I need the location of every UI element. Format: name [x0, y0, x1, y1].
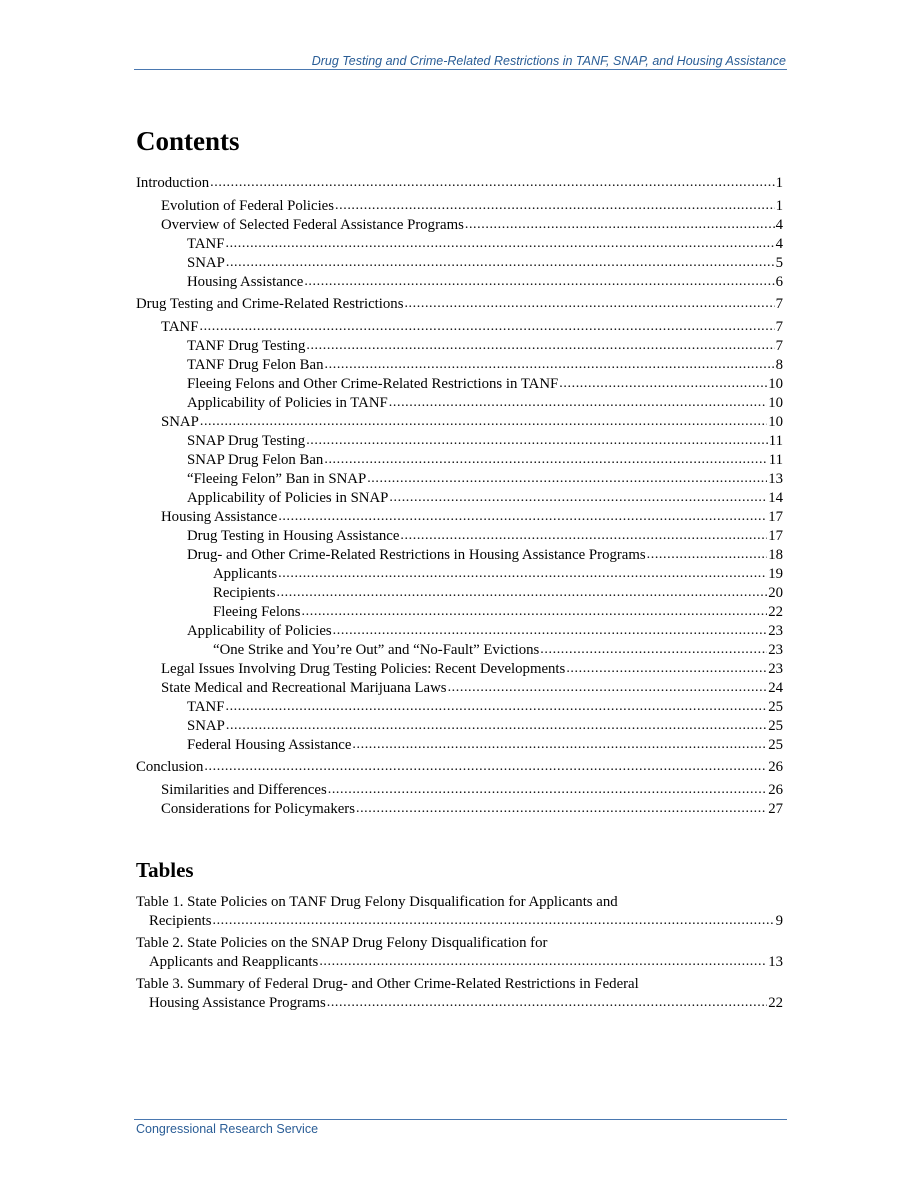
- toc-entry[interactable]: [136, 546, 783, 565]
- toc-entry[interactable]: [136, 295, 783, 314]
- toc-entry-title: Evolution of Federal Policies: [161, 197, 335, 214]
- table-caption-line1: Table 1. State Policies on TANF Drug Felony Disqualification for Applicants and: [136, 894, 618, 910]
- toc-entry-title: Legal Issues Involving Drug Testing Policies: Recent Developments: [161, 660, 566, 677]
- toc-entry-title: Conclusion: [136, 759, 204, 775]
- footer-text: Congressional Research Service: [136, 1122, 319, 1136]
- toc-entry-title: Drug Testing and Crime-Related Restrictions: [136, 296, 404, 312]
- toc-entry[interactable]: [136, 758, 783, 777]
- dot-leader: [225, 697, 767, 716]
- toc-entry-title: “One Strike and You’re Out” and “No-Fault” Evictions: [213, 641, 540, 658]
- toc-entry-title: TANF: [187, 698, 225, 715]
- toc-entry-page: 25: [768, 717, 783, 734]
- toc-entry-page: 17: [768, 508, 783, 525]
- toc-entry-page: 19: [768, 565, 783, 582]
- toc-entry-title: Drug Testing in Housing Assistance: [187, 527, 400, 544]
- toc-entry[interactable]: [136, 235, 783, 254]
- toc-entry-title: Introduction: [136, 175, 210, 191]
- toc-entry-page: 13: [768, 470, 783, 487]
- toc-entry-page: 6: [775, 273, 783, 290]
- dot-leader: [559, 374, 767, 393]
- dot-leader: [278, 507, 767, 526]
- toc-entry[interactable]: [136, 174, 783, 193]
- toc-entry-title: “Fleeing Felon” Ban in SNAP: [187, 470, 367, 487]
- dot-leader: [306, 336, 774, 355]
- toc-entry[interactable]: [136, 508, 783, 527]
- toc-entry-page: 10: [768, 394, 783, 411]
- list-of-tables: [136, 893, 783, 1016]
- dot-leader: [566, 659, 767, 678]
- toc-entry-page: 7: [775, 296, 783, 312]
- toc-entry-page: 5: [775, 254, 783, 271]
- table-caption-line2: [136, 912, 783, 931]
- dot-leader: [212, 911, 774, 930]
- table-page: 13: [768, 954, 783, 970]
- dot-leader: [225, 234, 774, 253]
- toc-entry[interactable]: [136, 736, 783, 755]
- toc-entry[interactable]: [136, 781, 783, 800]
- toc-entry-page: 10: [768, 413, 783, 430]
- toc-entry-title: Similarities and Differences: [161, 781, 327, 798]
- table-of-contents: [136, 174, 783, 819]
- toc-entry-title: Fleeing Felons and Other Crime-Related Restrictions in TANF: [187, 375, 559, 392]
- toc-entry-page: 1: [775, 175, 783, 191]
- toc-entry[interactable]: [136, 432, 783, 451]
- toc-entry-title: TANF: [161, 318, 199, 335]
- toc-entry[interactable]: [136, 584, 783, 603]
- table-list-item[interactable]: [136, 975, 783, 1013]
- toc-entry-title: Considerations for Policymakers: [161, 800, 355, 817]
- toc-entry-page: 24: [768, 679, 783, 696]
- dot-leader: [335, 196, 775, 215]
- toc-entry[interactable]: [136, 375, 783, 394]
- dot-leader: [404, 294, 774, 313]
- dot-leader: [304, 272, 774, 291]
- toc-entry-page: 7: [775, 318, 783, 335]
- dot-leader: [465, 215, 775, 234]
- toc-entry-title: SNAP: [187, 717, 225, 734]
- toc-entry[interactable]: [136, 254, 783, 273]
- footer-rule: [134, 1119, 787, 1120]
- header-rule: [134, 69, 787, 70]
- toc-entry[interactable]: [136, 622, 783, 641]
- dot-leader: [328, 780, 767, 799]
- toc-entry-page: 23: [768, 660, 783, 677]
- toc-entry[interactable]: [136, 717, 783, 736]
- toc-entry-page: 8: [775, 356, 783, 373]
- dot-leader: [389, 393, 767, 412]
- dot-leader: [389, 488, 767, 507]
- toc-entry[interactable]: [136, 698, 783, 717]
- toc-entry[interactable]: [136, 489, 783, 508]
- table-caption-continuation: Housing Assistance Programs: [149, 995, 326, 1011]
- table-caption-continuation: Applicants and Reapplicants: [149, 954, 319, 970]
- toc-entry-page: 20: [768, 584, 783, 601]
- dot-leader: [199, 317, 774, 336]
- toc-entry-title: TANF Drug Testing: [187, 337, 306, 354]
- dot-leader: [226, 716, 767, 735]
- toc-entry-title: Fleeing Felons: [213, 603, 301, 620]
- toc-entry-page: 25: [768, 736, 783, 753]
- dot-leader: [278, 564, 767, 583]
- dot-leader: [210, 173, 774, 192]
- toc-entry[interactable]: [136, 660, 783, 679]
- toc-entry-page: 1: [775, 197, 783, 214]
- toc-entry[interactable]: [136, 216, 783, 235]
- dot-leader: [324, 450, 767, 469]
- dot-leader: [327, 993, 767, 1012]
- toc-entry[interactable]: [136, 451, 783, 470]
- toc-entry-title: State Medical and Recreational Marijuana Laws: [161, 679, 447, 696]
- toc-entry-page: 4: [775, 216, 783, 233]
- toc-entry[interactable]: [136, 413, 783, 432]
- table-caption-line2: [136, 994, 783, 1013]
- toc-entry[interactable]: [136, 273, 783, 292]
- dot-leader: [352, 735, 767, 754]
- table-caption-line2: [136, 953, 783, 972]
- dot-leader: [647, 545, 768, 564]
- toc-entry[interactable]: [136, 565, 783, 584]
- toc-entry-page: 10: [768, 375, 783, 392]
- toc-entry[interactable]: [136, 679, 783, 698]
- toc-entry-title: Housing Assistance: [187, 273, 304, 290]
- toc-entry-page: 17: [768, 527, 783, 544]
- toc-entry[interactable]: [136, 394, 783, 413]
- toc-entry-title: SNAP: [161, 413, 199, 430]
- toc-entry-page: 25: [768, 698, 783, 715]
- toc-entry-page: 11: [768, 451, 783, 468]
- toc-entry[interactable]: [136, 197, 783, 216]
- toc-entry-page: 26: [768, 759, 783, 775]
- dot-leader: [302, 602, 768, 621]
- dot-leader: [367, 469, 767, 488]
- dot-leader: [325, 355, 775, 374]
- toc-entry-title: Overview of Selected Federal Assistance Programs: [161, 216, 464, 233]
- dot-leader: [226, 253, 775, 272]
- toc-entry-title: Housing Assistance: [161, 508, 278, 525]
- toc-entry[interactable]: [136, 800, 783, 819]
- toc-entry-page: 26: [768, 781, 783, 798]
- toc-entry-page: 22: [768, 603, 783, 620]
- contents-heading: Contents: [136, 126, 240, 156]
- dot-leader: [333, 621, 768, 640]
- dot-leader: [540, 640, 767, 659]
- table-page: 22: [768, 995, 783, 1011]
- table-list-item[interactable]: [136, 934, 783, 972]
- toc-entry-page: 11: [768, 432, 783, 449]
- toc-entry-title: Federal Housing Assistance: [187, 736, 352, 753]
- toc-entry-title: Applicability of Policies: [187, 622, 332, 639]
- toc-entry-title: Applicants: [213, 565, 278, 582]
- running-header: Drug Testing and Crime-Related Restrictions in TANF, SNAP, and Housing Assistance: [311, 54, 786, 68]
- dot-leader: [319, 952, 767, 971]
- toc-entry-title: TANF: [187, 235, 225, 252]
- toc-entry[interactable]: [136, 356, 783, 375]
- toc-entry-title: Recipients: [213, 584, 276, 601]
- toc-entry-title: TANF Drug Felon Ban: [187, 356, 324, 373]
- toc-entry[interactable]: [136, 527, 783, 546]
- table-caption-line1: Table 3. Summary of Federal Drug- and Other Crime-Related Restrictions in Federal: [136, 976, 639, 992]
- toc-entry-title: Applicability of Policies in SNAP: [187, 489, 389, 506]
- toc-entry-page: 23: [768, 622, 783, 639]
- toc-entry[interactable]: [136, 318, 783, 337]
- toc-entry[interactable]: [136, 603, 783, 622]
- dot-leader: [306, 431, 768, 450]
- toc-entry-page: 4: [775, 235, 783, 252]
- toc-entry-title: SNAP Drug Testing: [187, 432, 306, 449]
- dot-leader: [400, 526, 767, 545]
- toc-entry-title: Drug- and Other Crime-Related Restrictions in Housing Assistance Programs: [187, 546, 646, 563]
- dot-leader: [276, 583, 767, 602]
- toc-entry-page: 27: [768, 800, 783, 817]
- toc-entry-title: Applicability of Policies in TANF: [187, 394, 388, 411]
- toc-entry[interactable]: [136, 470, 783, 489]
- toc-entry-page: 7: [775, 337, 783, 354]
- tables-heading: Tables: [136, 858, 194, 882]
- dot-leader: [356, 799, 767, 818]
- toc-entry-title: SNAP Drug Felon Ban: [187, 451, 324, 468]
- dot-leader: [204, 757, 767, 776]
- table-caption-line1: Table 2. State Policies on the SNAP Drug Felony Disqualification for: [136, 935, 548, 951]
- table-page: 9: [775, 913, 783, 929]
- toc-entry-page: 14: [768, 489, 783, 506]
- toc-entry[interactable]: [136, 337, 783, 356]
- toc-entry[interactable]: [136, 641, 783, 660]
- toc-entry-page: 18: [768, 546, 783, 563]
- table-caption-continuation: Recipients: [149, 913, 212, 929]
- dot-leader: [200, 412, 767, 431]
- toc-entry-title: SNAP: [187, 254, 225, 271]
- table-list-item[interactable]: [136, 893, 783, 931]
- dot-leader: [448, 678, 768, 697]
- toc-entry-page: 23: [768, 641, 783, 658]
